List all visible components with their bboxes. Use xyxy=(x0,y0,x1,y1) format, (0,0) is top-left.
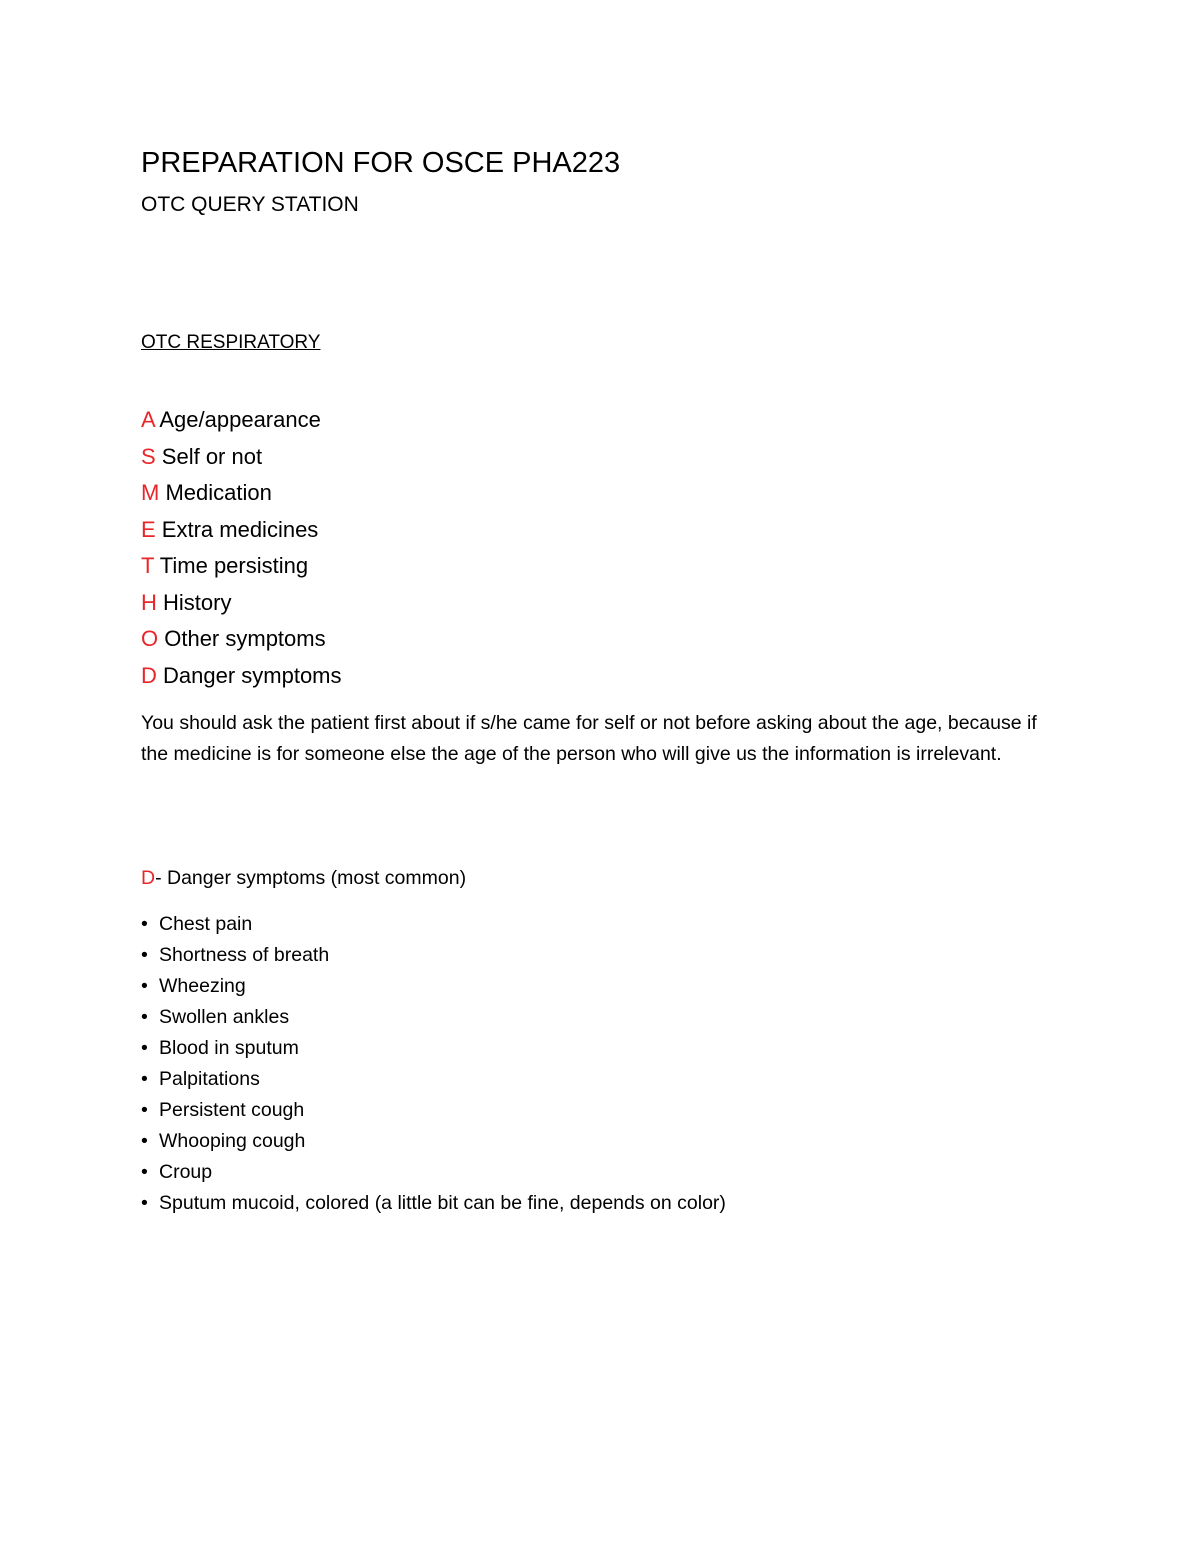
bullet-icon: • xyxy=(141,1192,148,1214)
mnemonic-item-e xyxy=(141,516,342,553)
list-item xyxy=(141,941,726,972)
mnemonic-item-d xyxy=(141,662,342,699)
mnemonic-item-s xyxy=(141,443,342,480)
danger-symptoms-heading xyxy=(141,865,466,891)
list-item xyxy=(141,1034,726,1065)
mnemonic-text: History xyxy=(156,589,232,615)
list-item-text: Wheezing xyxy=(159,975,246,997)
list-item-text: Whooping cough xyxy=(159,1130,306,1152)
bullet-icon: • xyxy=(141,1037,148,1059)
bullet-icon: • xyxy=(141,913,148,935)
bullet-icon: • xyxy=(141,944,148,966)
bullet-icon: • xyxy=(141,1068,148,1090)
asmethod-mnemonic-list xyxy=(141,406,342,698)
mnemonic-text: Medication xyxy=(159,480,272,505)
danger-heading-text: - Danger symptoms (most common) xyxy=(155,867,467,889)
list-item-text: Swollen ankles xyxy=(159,1006,290,1028)
list-item-text: Shortness of breath xyxy=(159,944,330,966)
mnemonic-letter: T xyxy=(141,553,155,578)
mnemonic-text: Extra medicines xyxy=(155,516,319,542)
bullet-icon: • xyxy=(141,975,148,997)
danger-heading-letter: D xyxy=(141,867,156,889)
list-item-text: Chest pain xyxy=(159,913,253,935)
bullet-icon: • xyxy=(141,1006,148,1028)
list-item xyxy=(141,1065,726,1096)
list-item-text: Blood in sputum xyxy=(159,1037,299,1059)
list-item-text: Palpitations xyxy=(159,1068,260,1090)
mnemonic-item-o xyxy=(141,625,342,662)
list-item xyxy=(141,1127,726,1158)
mnemonic-letter: S xyxy=(141,443,156,469)
mnemonic-letter: H xyxy=(141,589,157,615)
list-item xyxy=(141,1003,726,1034)
mnemonic-item-t xyxy=(141,552,342,589)
mnemonic-letter: E xyxy=(141,516,156,542)
list-item xyxy=(141,910,726,941)
section-heading-otc-respiratory: OTC RESPIRATORY xyxy=(141,332,321,353)
list-item xyxy=(141,1158,726,1189)
bullet-icon: • xyxy=(141,1130,148,1152)
document-subtitle: OTC QUERY STATION xyxy=(141,193,359,216)
list-item xyxy=(141,1189,726,1220)
mnemonic-letter: M xyxy=(141,480,160,505)
note-paragraph: You should ask the patient first about if s/he came for self or not before asking about the age, because if the medicine is for someone else the age of the person who will give us the information is irrelevant. xyxy=(141,712,1037,765)
mnemonic-letter: O xyxy=(141,626,159,651)
mnemonic-text: Danger symptoms xyxy=(156,662,342,688)
list-item-text: Persistent cough xyxy=(159,1099,305,1121)
mnemonic-text: Self or not xyxy=(155,443,263,469)
mnemonic-item-a xyxy=(141,406,342,443)
document-title: PREPARATION FOR OSCE PHA223 xyxy=(141,147,621,179)
list-item xyxy=(141,1096,726,1127)
bullet-icon: • xyxy=(141,1099,148,1121)
list-item-text: Sputum mucoid, colored (a little bit can be fine, depends on color) xyxy=(159,1192,726,1214)
danger-symptoms-list xyxy=(141,910,726,1220)
mnemonic-text: Time persisting xyxy=(154,553,309,578)
mnemonic-text: Age/appearance xyxy=(154,407,321,432)
list-item-text: Croup xyxy=(159,1161,213,1183)
mnemonic-letter: D xyxy=(141,662,157,688)
mnemonic-text: Other symptoms xyxy=(158,626,326,651)
mnemonic-letter: A xyxy=(141,407,155,432)
mnemonic-item-h xyxy=(141,589,342,626)
list-item xyxy=(141,972,726,1003)
bullet-icon: • xyxy=(141,1161,148,1183)
mnemonic-item-m xyxy=(141,479,342,516)
